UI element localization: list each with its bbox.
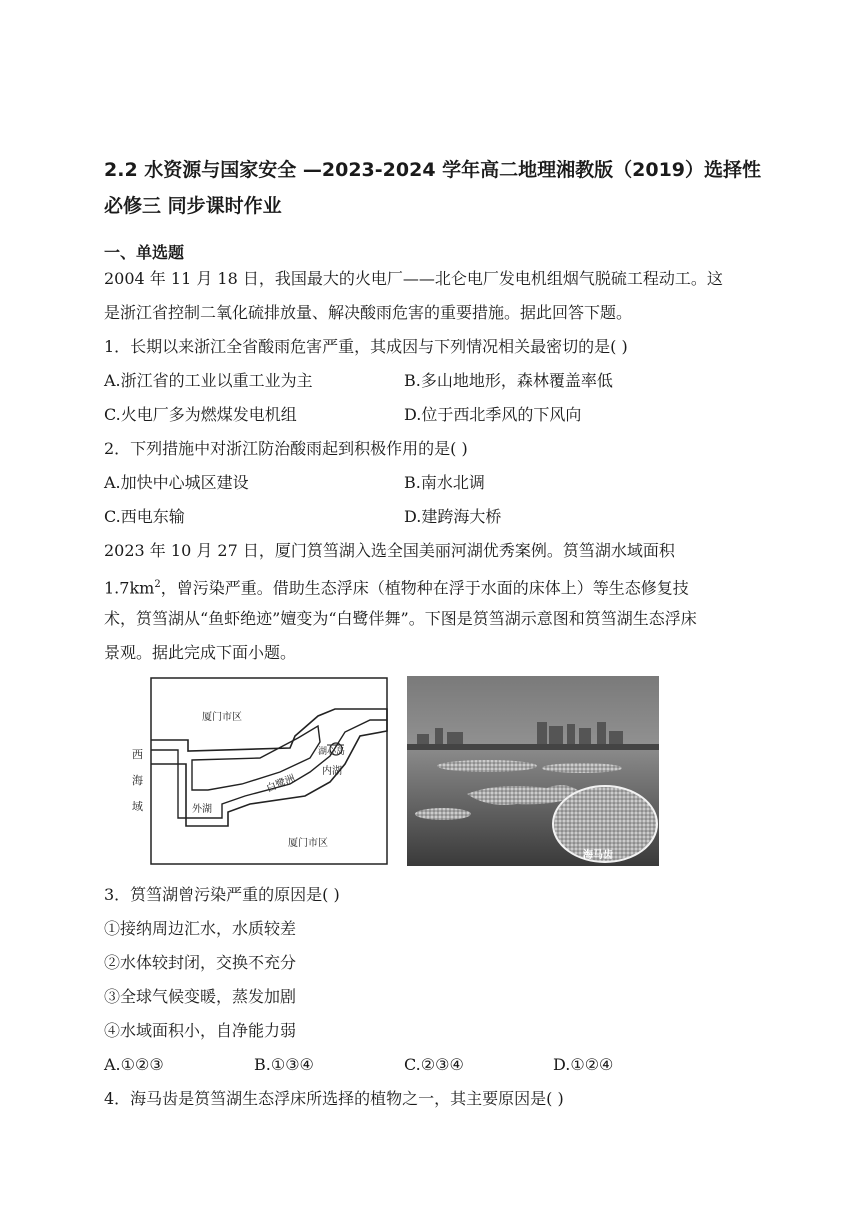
label-xiamen-south: 厦门市区 [288,838,328,849]
yundang-lake-map [130,676,390,866]
question-3-statement-4: ④水域面积小，自净能力弱 [104,1021,297,1040]
question-2-stem: 2．下列措施中对浙江防治酸雨起到积极作用的是( ) [104,439,468,458]
section-heading: 一、单选题 [104,243,185,262]
question-2-option-b: B.南水北调 [404,473,485,492]
question-2-option-a: A.加快中心城区建设 [104,473,249,492]
label-egret-island: 白鹭洲 [265,773,297,795]
label-outer-lake: 外湖 [192,804,212,815]
question-1-option-b: B.多山地地形，森林覆盖率低 [404,371,613,390]
label-heart-island: 湖心岛 [318,747,346,757]
question-3-statement-1: ①接纳周边汇水，水质较差 [104,919,297,938]
intro-1-line-2: 是浙江省控制二氧化硫排放量、解决酸雨危害的重要措施。据此回答下题。 [104,303,633,322]
question-1-option-d: D.位于西北季风的下风向 [404,405,582,424]
question-3-option-a: A.①②③ [104,1055,164,1074]
question-3-option-c: C.②③④ [404,1055,464,1074]
label-xiamen-north: 厦门市区 [202,712,242,723]
intro-2-line-3: 术，筼筜湖从“鱼虾绝迹”嬗变为“白鹭伴舞”。下图是筼筜湖示意图和筼筜湖生态浮床 [104,609,697,628]
label-west-sea-3: 域 [132,800,143,813]
label-west-sea-1: 西 [132,748,143,761]
label-inner-lake: 内湖 [322,766,342,777]
photo-shoreline [407,744,659,750]
intro-2-line-1: 2023 年 10 月 27 日，厦门筼筜湖入选全国美丽河湖优秀案例。筼筜湖水域面积 [104,541,675,560]
question-4-stem: 4．海马齿是筼筜湖生态浮床所选择的植物之一，其主要原因是( ) [104,1089,564,1108]
floating-bed-1 [437,760,537,772]
question-2-option-c: C.西电东输 [104,507,185,526]
floating-bed-photo [407,676,659,866]
question-3-option-d: D.①②④ [553,1055,614,1074]
document-title: 2.2 水资源与国家安全 —2023-2024 学年高二地理湘教版（2019）选择性必修三 同步课时作业 [104,159,762,217]
question-3-statement-3: ③全球气候变暖，蒸发加剧 [104,987,297,1006]
question-1-option-a: A.浙江省的工业以重工业为主 [104,371,313,390]
area-value: 1.7km [104,578,155,598]
label-west-sea-2: 海 [132,774,143,787]
floating-bed-4 [415,808,471,820]
label-sea-purslane: 海马齿 [583,850,613,861]
intro-1-line-1: 2004 年 11 月 18 日，我国最大的火电厂——北仑电厂发电机组烟气脱硫工程动工。这 [104,269,723,288]
area-superscript: 2 [154,579,161,590]
question-1-stem: 1．长期以来浙江全省酸雨危害严重，其成因与下列情况相关最密切的是( ) [104,337,628,356]
intro-2-line-2 [104,574,689,599]
question-3-stem: 3．筼筜湖曾污染严重的原因是( ) [104,885,340,904]
question-3-statement-2: ②水体较封闭，交换不充分 [104,953,297,972]
intro-2-line-4: 景观。据此完成下面小题。 [104,643,297,662]
question-1-option-c: C.火电厂多为燃煤发电机组 [104,405,297,424]
question-2-option-d: D.建跨海大桥 [404,507,502,526]
question-3-option-b: B.①③④ [254,1055,314,1074]
floating-bed-2 [542,763,622,773]
intro-2-line-2-rest: ，曾污染严重。借助生态浮床（植物种在浮于水面的床体上）等生态修复技 [160,578,689,598]
